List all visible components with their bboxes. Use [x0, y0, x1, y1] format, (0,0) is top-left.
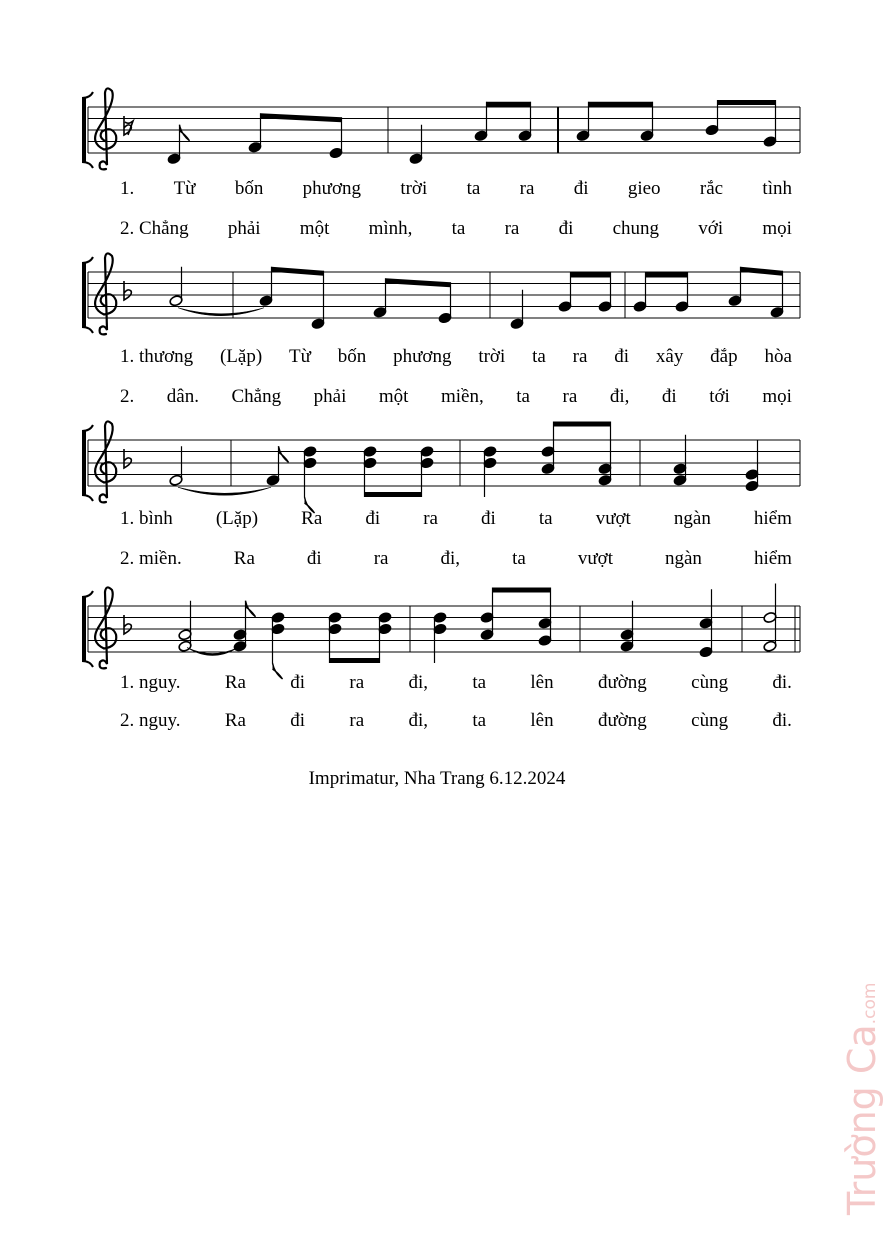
- lyric-syllable: ra: [349, 710, 365, 731]
- tie: [178, 487, 271, 495]
- lyric-syllable: cùng: [691, 710, 729, 731]
- lyric-syllable: phải: [227, 218, 261, 239]
- lyric-syllable: (Lặp): [219, 346, 263, 367]
- lyric-syllable: đi,: [440, 548, 461, 569]
- lyric-syllable: gieo: [627, 178, 661, 199]
- eighth-flag: [180, 125, 190, 141]
- lyric-syllable: dân.: [166, 386, 199, 407]
- lyric-syllable: mình,: [368, 218, 413, 239]
- lyric-syllable: đắp: [710, 346, 738, 367]
- lyric-syllable: ta: [472, 710, 487, 731]
- lyric-syllable: đi.: [772, 710, 792, 731]
- lyric-syllable: bốn: [337, 346, 367, 367]
- lyric-syllable: với: [698, 218, 724, 239]
- lyric-syllable: hiểm: [753, 508, 792, 529]
- lyric-syllable: lên: [530, 710, 554, 731]
- lyric-syllable: ta: [451, 218, 466, 239]
- lyric-line-verse1: [120, 672, 792, 694]
- lyric-line-verse2: [120, 218, 792, 240]
- lyric-syllable: ra: [572, 346, 588, 367]
- lyric-syllable: chung: [612, 218, 660, 239]
- beam: [571, 273, 611, 278]
- lyric-syllable: đi: [558, 218, 574, 239]
- treble-clef-icon: [95, 421, 116, 502]
- lyric-syllable: Ra: [224, 710, 246, 731]
- lyric-syllable: vượt: [577, 548, 613, 569]
- lyric-syllable: cùng: [691, 672, 729, 693]
- eighth-flag: [246, 601, 256, 617]
- beam: [272, 267, 324, 276]
- lyric-syllable: Từ: [289, 346, 311, 367]
- lyric-syllable: mọi: [762, 218, 792, 239]
- beam: [487, 102, 531, 107]
- beam: [330, 658, 380, 663]
- lyric-syllable: đi,: [408, 672, 429, 693]
- lyric-syllable: 2.: [120, 386, 135, 407]
- lyric-syllable: đi: [614, 346, 630, 367]
- lyric-syllable: đi,: [609, 386, 630, 407]
- lyric-syllable: đường: [597, 672, 647, 693]
- lyric-syllable: trời: [478, 346, 506, 367]
- lyric-syllable: rắc: [699, 178, 724, 199]
- bracket-hook: [82, 162, 93, 168]
- bracket-hook: [82, 591, 93, 597]
- lyric-syllable: ta: [516, 386, 530, 407]
- bracket-hook: [82, 257, 93, 263]
- lyric-syllable: lên: [530, 672, 554, 693]
- lyric-syllable: ta: [466, 178, 481, 199]
- lyric-syllable: miền,: [440, 386, 484, 407]
- bracket-hook: [82, 495, 93, 501]
- lyric-syllable: đi: [365, 508, 381, 529]
- lyric-syllable: ngàn: [665, 548, 702, 569]
- lyric-syllable: đường: [597, 710, 647, 731]
- lyric-syllable: một: [299, 218, 330, 239]
- lyric-syllable: Ra: [233, 548, 255, 569]
- treble-clef-icon: [95, 587, 116, 668]
- bracket-hook: [82, 327, 93, 333]
- lyric-syllable: tới: [709, 386, 730, 407]
- lyric-syllable: 2. nguy.: [120, 710, 181, 731]
- lyric-syllable: ra: [423, 508, 438, 529]
- lyric-syllable: 1. bình: [120, 508, 173, 529]
- lyric-syllable: ta: [532, 346, 546, 367]
- lyric-syllable: Ra: [224, 672, 246, 693]
- lyric-syllable: (Lặp): [215, 508, 259, 529]
- lyric-syllable: phương: [302, 178, 361, 199]
- bracket-hook: [82, 92, 93, 98]
- bracket-hook: [82, 661, 93, 667]
- beam: [554, 422, 611, 427]
- lyric-line-verse1: [120, 508, 792, 530]
- treble-clef-icon: [95, 88, 116, 169]
- lyric-syllable: ra: [373, 548, 389, 569]
- lyric-syllable: hòa: [764, 346, 792, 367]
- lyric-syllable: ra: [562, 386, 578, 407]
- lyric-syllable: vượt: [595, 508, 631, 529]
- lyric-line-verse2: [120, 710, 792, 732]
- lyric-syllable: 1. thương: [120, 346, 194, 367]
- beam: [589, 102, 653, 107]
- bracket-hook: [82, 425, 93, 431]
- beam: [261, 113, 342, 122]
- lyric-syllable: một: [378, 386, 409, 407]
- lyric-syllable: ngàn: [673, 508, 711, 529]
- lyric-syllable: ra: [519, 178, 535, 199]
- lyric-syllable: ta: [472, 672, 487, 693]
- lyric-syllable: phương: [393, 346, 452, 367]
- lyric-syllable: 1. nguy.: [120, 672, 181, 693]
- lyric-syllable: Chẳng: [231, 386, 282, 407]
- lyric-syllable: 2. Chẳng: [120, 218, 189, 239]
- lyric-syllable: ra: [349, 672, 365, 693]
- lyric-syllable: đi: [573, 178, 589, 199]
- lyric-syllable: bốn: [234, 178, 264, 199]
- beam: [386, 278, 451, 287]
- beam: [646, 273, 688, 278]
- lyric-syllable: 2. miền.: [120, 548, 182, 569]
- lyric-syllable: đi: [481, 508, 496, 529]
- lyric-syllable: đi,: [408, 710, 429, 731]
- lyric-syllable: xây: [655, 346, 684, 367]
- lyric-syllable: đi: [290, 710, 306, 731]
- lyric-line-verse2: [120, 548, 792, 570]
- tie: [178, 308, 264, 316]
- lyric-syllable: đi: [290, 672, 306, 693]
- beam: [365, 492, 422, 497]
- lyric-syllable: ta: [538, 508, 553, 529]
- beam: [493, 588, 551, 593]
- lyric-syllable: hiểm: [753, 548, 792, 569]
- lyric-syllable: ta: [512, 548, 526, 569]
- lyric-syllable: 1.: [120, 178, 135, 199]
- watermark-logo: Trường Ca.com: [840, 982, 884, 1215]
- lyric-syllable: đi.: [772, 672, 792, 693]
- lyric-syllable: đi: [306, 548, 322, 569]
- beam: [741, 267, 783, 276]
- beam: [718, 100, 776, 105]
- lyric-syllable: mọi: [762, 386, 792, 407]
- eighth-flag: [279, 446, 289, 462]
- lyric-syllable: tình: [762, 178, 792, 199]
- lyric-syllable: Ra: [301, 508, 323, 529]
- lyric-line-verse1: [120, 178, 792, 200]
- lyric-syllable: phải: [313, 386, 347, 407]
- lyric-line-verse2: [120, 386, 792, 408]
- lyric-line-verse1: [120, 346, 792, 368]
- treble-clef-icon: [95, 253, 116, 334]
- imprimatur-footer: Imprimatur, Nha Trang 6.12.2024: [308, 768, 566, 789]
- lyric-syllable: trời: [400, 178, 428, 199]
- lyric-syllable: ra: [504, 218, 520, 239]
- lyric-syllable: Từ: [173, 178, 196, 199]
- lyric-syllable: đi: [661, 386, 677, 407]
